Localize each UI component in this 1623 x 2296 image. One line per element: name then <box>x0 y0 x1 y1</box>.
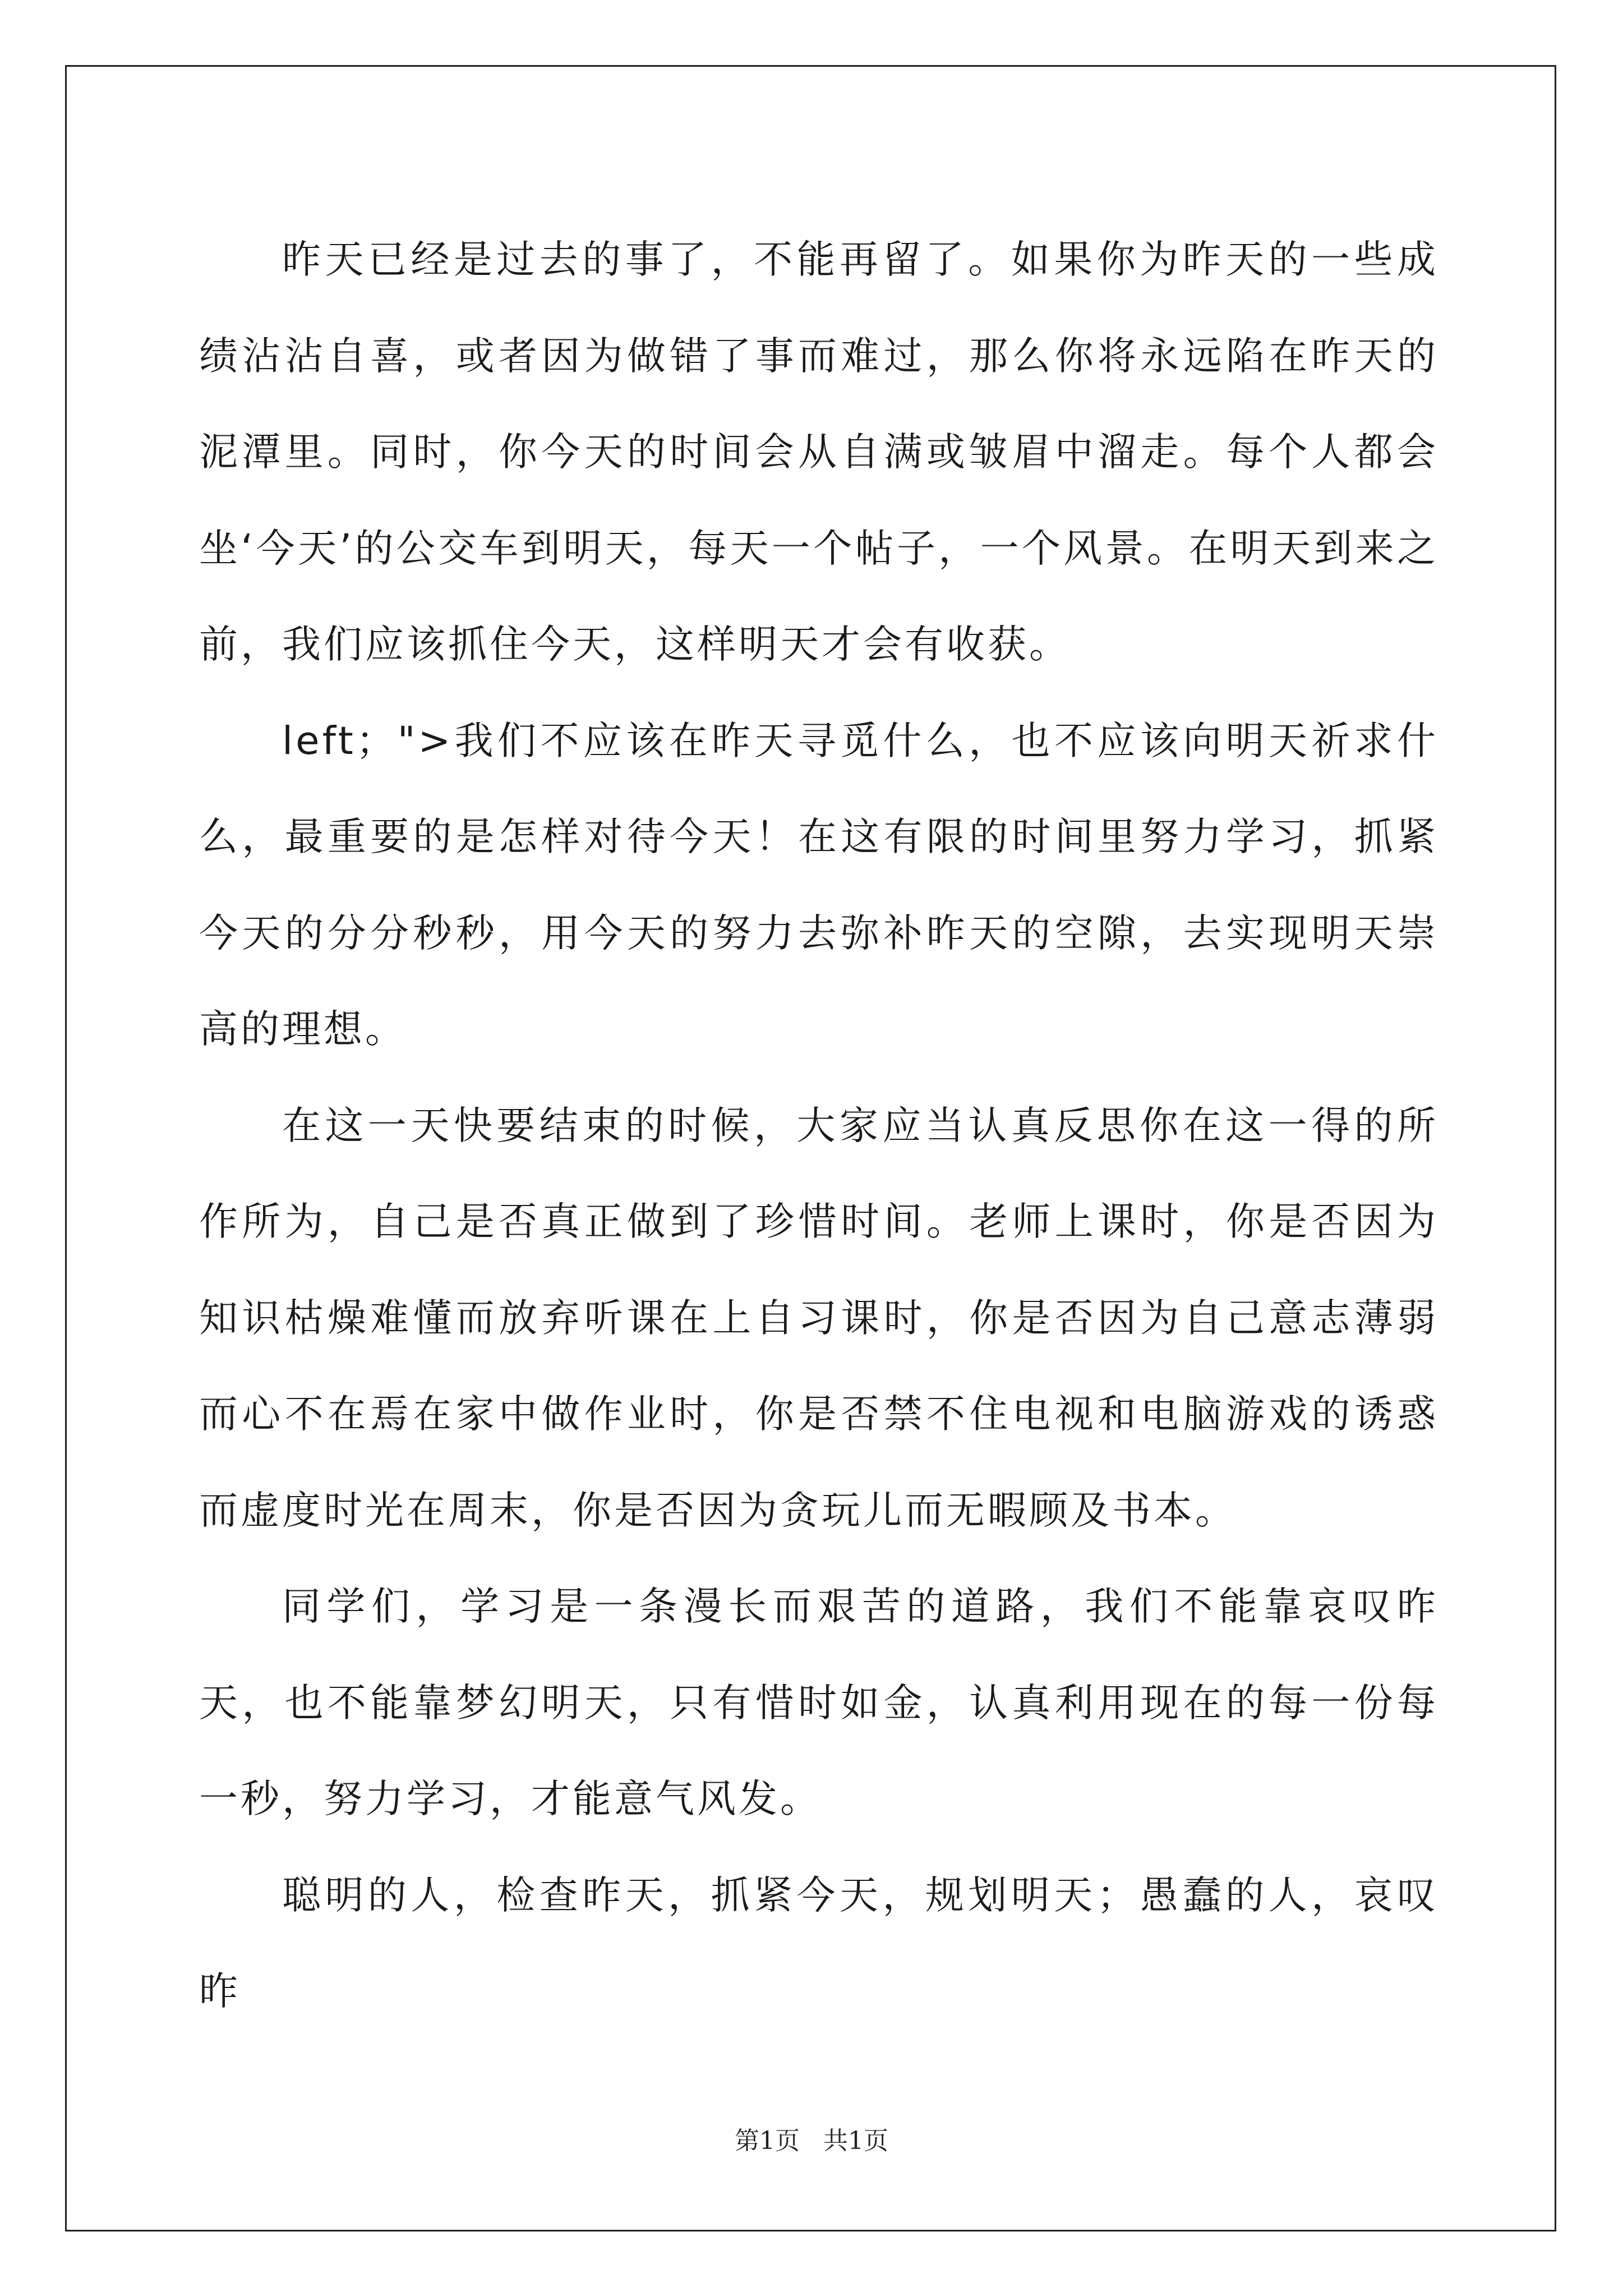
document-body <box>199 212 1438 2040</box>
paragraph-2: left；">我们不应该在昨天寻觅什么，也不应该向明天祈求什么，最重要的是怎样对待今天！在这有限的时间里努力学习，抓紧今天的分分秒秒，用今天的努力去弥补昨天的空隙，去实现明天崇高的理想。 <box>199 718 1438 1052</box>
paragraph-3: 在这一天快要结束的时候，大家应当认真反思你在这一得的所作所为，自己是否真正做到了珍惜时间。老师上课时，你是否因为知识枯燥难懂而放弃听课在上自习课时，你是否因为自己意志薄弱而心不在焉在家中做作业时，你是否禁不住电视和电脑游戏的诱惑而虚度时光在周末，你是否因为贪玩儿而无暇顾及书本。 <box>199 1103 1438 1533</box>
page-number-footer: 第1页 共1页 <box>735 2127 888 2155</box>
paragraph-1: 昨天已经是过去的事了，不能再留了。如果你为昨天的一些成绩沾沾自喜，或者因为做错了事而难过，那么你将永远陷在昨天的泥潭里。同时，你今天的时间会从自满或皱眉中溜走。每个人都会坐‘今天’的公交车到明天，每天一个帖子，一个风景。在明天到来之前，我们应该抓住今天，这样明天才会有收获。 <box>199 237 1438 667</box>
paragraph-5: 聪明的人，检查昨天，抓紧今天，规划明天；愚蠢的人，哀叹昨 <box>199 1872 1438 2014</box>
paragraph-4: 同学们，学习是一条漫长而艰苦的道路，我们不能靠哀叹昨天，也不能靠梦幻明天，只有惜时如金，认真利用现在的每一份每一秒，努力学习，才能意气风发。 <box>199 1584 1438 1821</box>
